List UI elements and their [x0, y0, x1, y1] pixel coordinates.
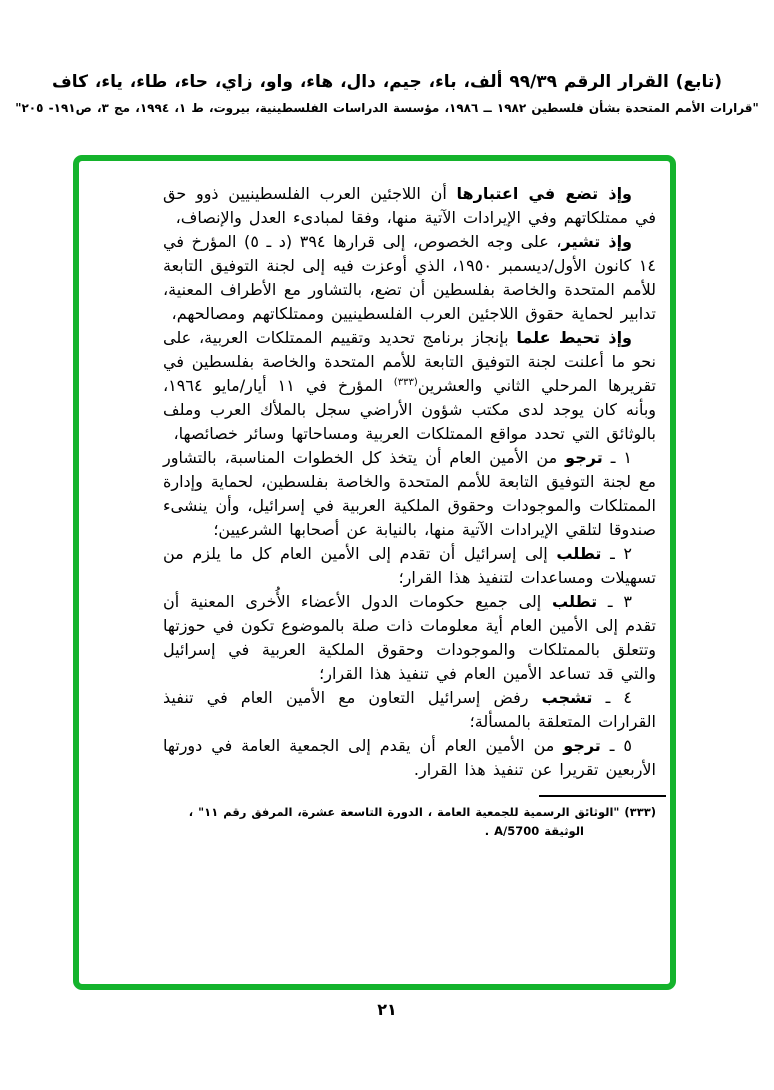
- document-header: [0, 70, 774, 116]
- footnote: [163, 795, 656, 841]
- paragraph-text: إلى إسرائيل أن تقدم إلى الأمين العام كل ما يلزم من تسهيلات ومساعدات لتنفيذ هذا القرار؛: [163, 544, 656, 587]
- preamble-paragraph-3: [163, 326, 656, 446]
- preamble-paragraph-1: [163, 182, 656, 230]
- paragraph-text: بإنجاز برنامج تحديد وتقييم الممتلكات العربية، على نحو ما أعلنت لجنة التوفيق التابعة للأمم المتحدة والخاصة بفلسطين في تقريرها المرحلي الثاني والعشرين: [163, 328, 657, 395]
- operative-paragraph-3: [163, 590, 656, 686]
- resolution-body: [79, 161, 670, 984]
- paragraph-text: إلى جميع حكومات الدول الأعضاء الأُخرى المعنية أن تقدم إلى الأمين العام أية معلومات ذات صلة بالموضوع تكون في حوزتها وتتعلق بالممتلكات والموجودات وحقوق الملكية العربية في إسرائيل والتي قد تساعد الأمين العام في تنفيذ هذا القرار؛: [163, 592, 656, 683]
- paragraph-lead: وإذ تشير: [561, 232, 633, 251]
- paragraph-lead: وإذ تحيط علما: [516, 328, 633, 347]
- paragraph-number: ٣ ـ: [597, 592, 632, 611]
- paragraph-text: من الأمين العام أن يتخذ كل الخطوات المناسبة، بالتشاور مع لجنة التوفيق التابعة للأمم المتحدة والخاصة بفلسطين، لحماية وإدارة الممتلكات والموجودات وحقوق الملكية العربية في إسرائيل، وأن ينشىء صندوقا لتلقي الإيرادات الآتية منها، بالنيابة عن أصحابها الشرعيين؛: [163, 448, 656, 539]
- operative-paragraph-1: [163, 446, 656, 542]
- resolution-title: (تابع) القرار الرقم ٩٩/٣٩ ألف، باء، جيم، دال، هاء، واو، زاي، حاء، طاء، ياء، كاف: [52, 72, 722, 92]
- paragraph-lead: ترجو: [565, 448, 603, 467]
- paragraph-number: ٢ ـ: [601, 544, 632, 563]
- paragraph-lead: تطلب: [556, 544, 602, 563]
- preamble-paragraph-2: [163, 230, 656, 326]
- paragraph-number: ٤ ـ: [592, 688, 633, 707]
- operative-paragraph-2: [163, 542, 656, 590]
- paragraph-lead: ترجو: [563, 736, 601, 755]
- footnote-rule: [539, 795, 666, 797]
- paragraph-text: أن اللاجئين العرب الفلسطينيين ذوو حق في ممتلكاتهم وفي الإيرادات الآتية منها، وفقا لمبادىء العدل والإنصاف،: [163, 184, 656, 227]
- paragraph-text: من الأمين العام أن يقدم إلى الجمعية العامة في دورتها الأربعين تقريرا عن تنفيذ هذا القرار.: [163, 736, 656, 779]
- paragraph-number: ٥ ـ: [600, 736, 632, 755]
- paragraph-text: المؤرخ في ١١ أيار/مايو ١٩٦٤، وبأنه كان يوجد لدى مكتب شؤون الأراضي سجل بالملأك العرب وملف بالوثائق التي تحدد مواقع الممتلكات العربية ومساحاتها وسائر خصائصها،: [163, 376, 656, 443]
- paragraph-lead: وإذ تضع في اعتبارها: [456, 184, 633, 203]
- paragraph-lead: تطلب: [552, 592, 598, 611]
- source-citation: "قرارات الأمم المتحدة بشأن فلسطين ١٩٨٢ ــ ١٩٨٦، مؤسسة الدراسات الفلسطينية، بيروت، ط ١، ١٩٩٤، مج ٣، ص١٩١- ٢٠٥": [15, 101, 759, 115]
- footnote-line-2: الوثيقة A/5700 .: [484, 824, 584, 838]
- paragraph-number: ١ ـ: [602, 448, 633, 467]
- operative-paragraph-4: [163, 686, 656, 734]
- page-number: ٢١: [377, 1000, 397, 1019]
- paragraph-text: ، على وجه الخصوص، إلى قرارها ٣٩٤ (د ـ ٥) المؤرخ في ١٤ كانون الأول/ديسمبر ١٩٥٠، الذي أوعزت فيه إلى لجنة التوفيق التابعة للأمم المتحدة والخاصة بفلسطين أن تضع، بالتشاور مع الأطراف المعنية، تدابير لحماية حقوق اللاجئين العرب الفلسطينيين وممتلكاتهم ومصالحهم،: [163, 232, 656, 323]
- paragraph-lead: تشجب: [541, 688, 593, 707]
- operative-paragraph-5: [163, 734, 656, 782]
- footnote-reference: (٣٣٣): [393, 377, 418, 388]
- paragraph-text: رفض إسرائيل التعاون مع الأمين العام في تنفيذ القرارات المتعلقة بالمسألة؛: [163, 688, 656, 731]
- footnote-line-1: (٣٣٣) "الوثائق الرسمية للجمعية العامة ، الدورة التاسعة عشرة، المرفق رقم ١١" ،: [188, 805, 656, 819]
